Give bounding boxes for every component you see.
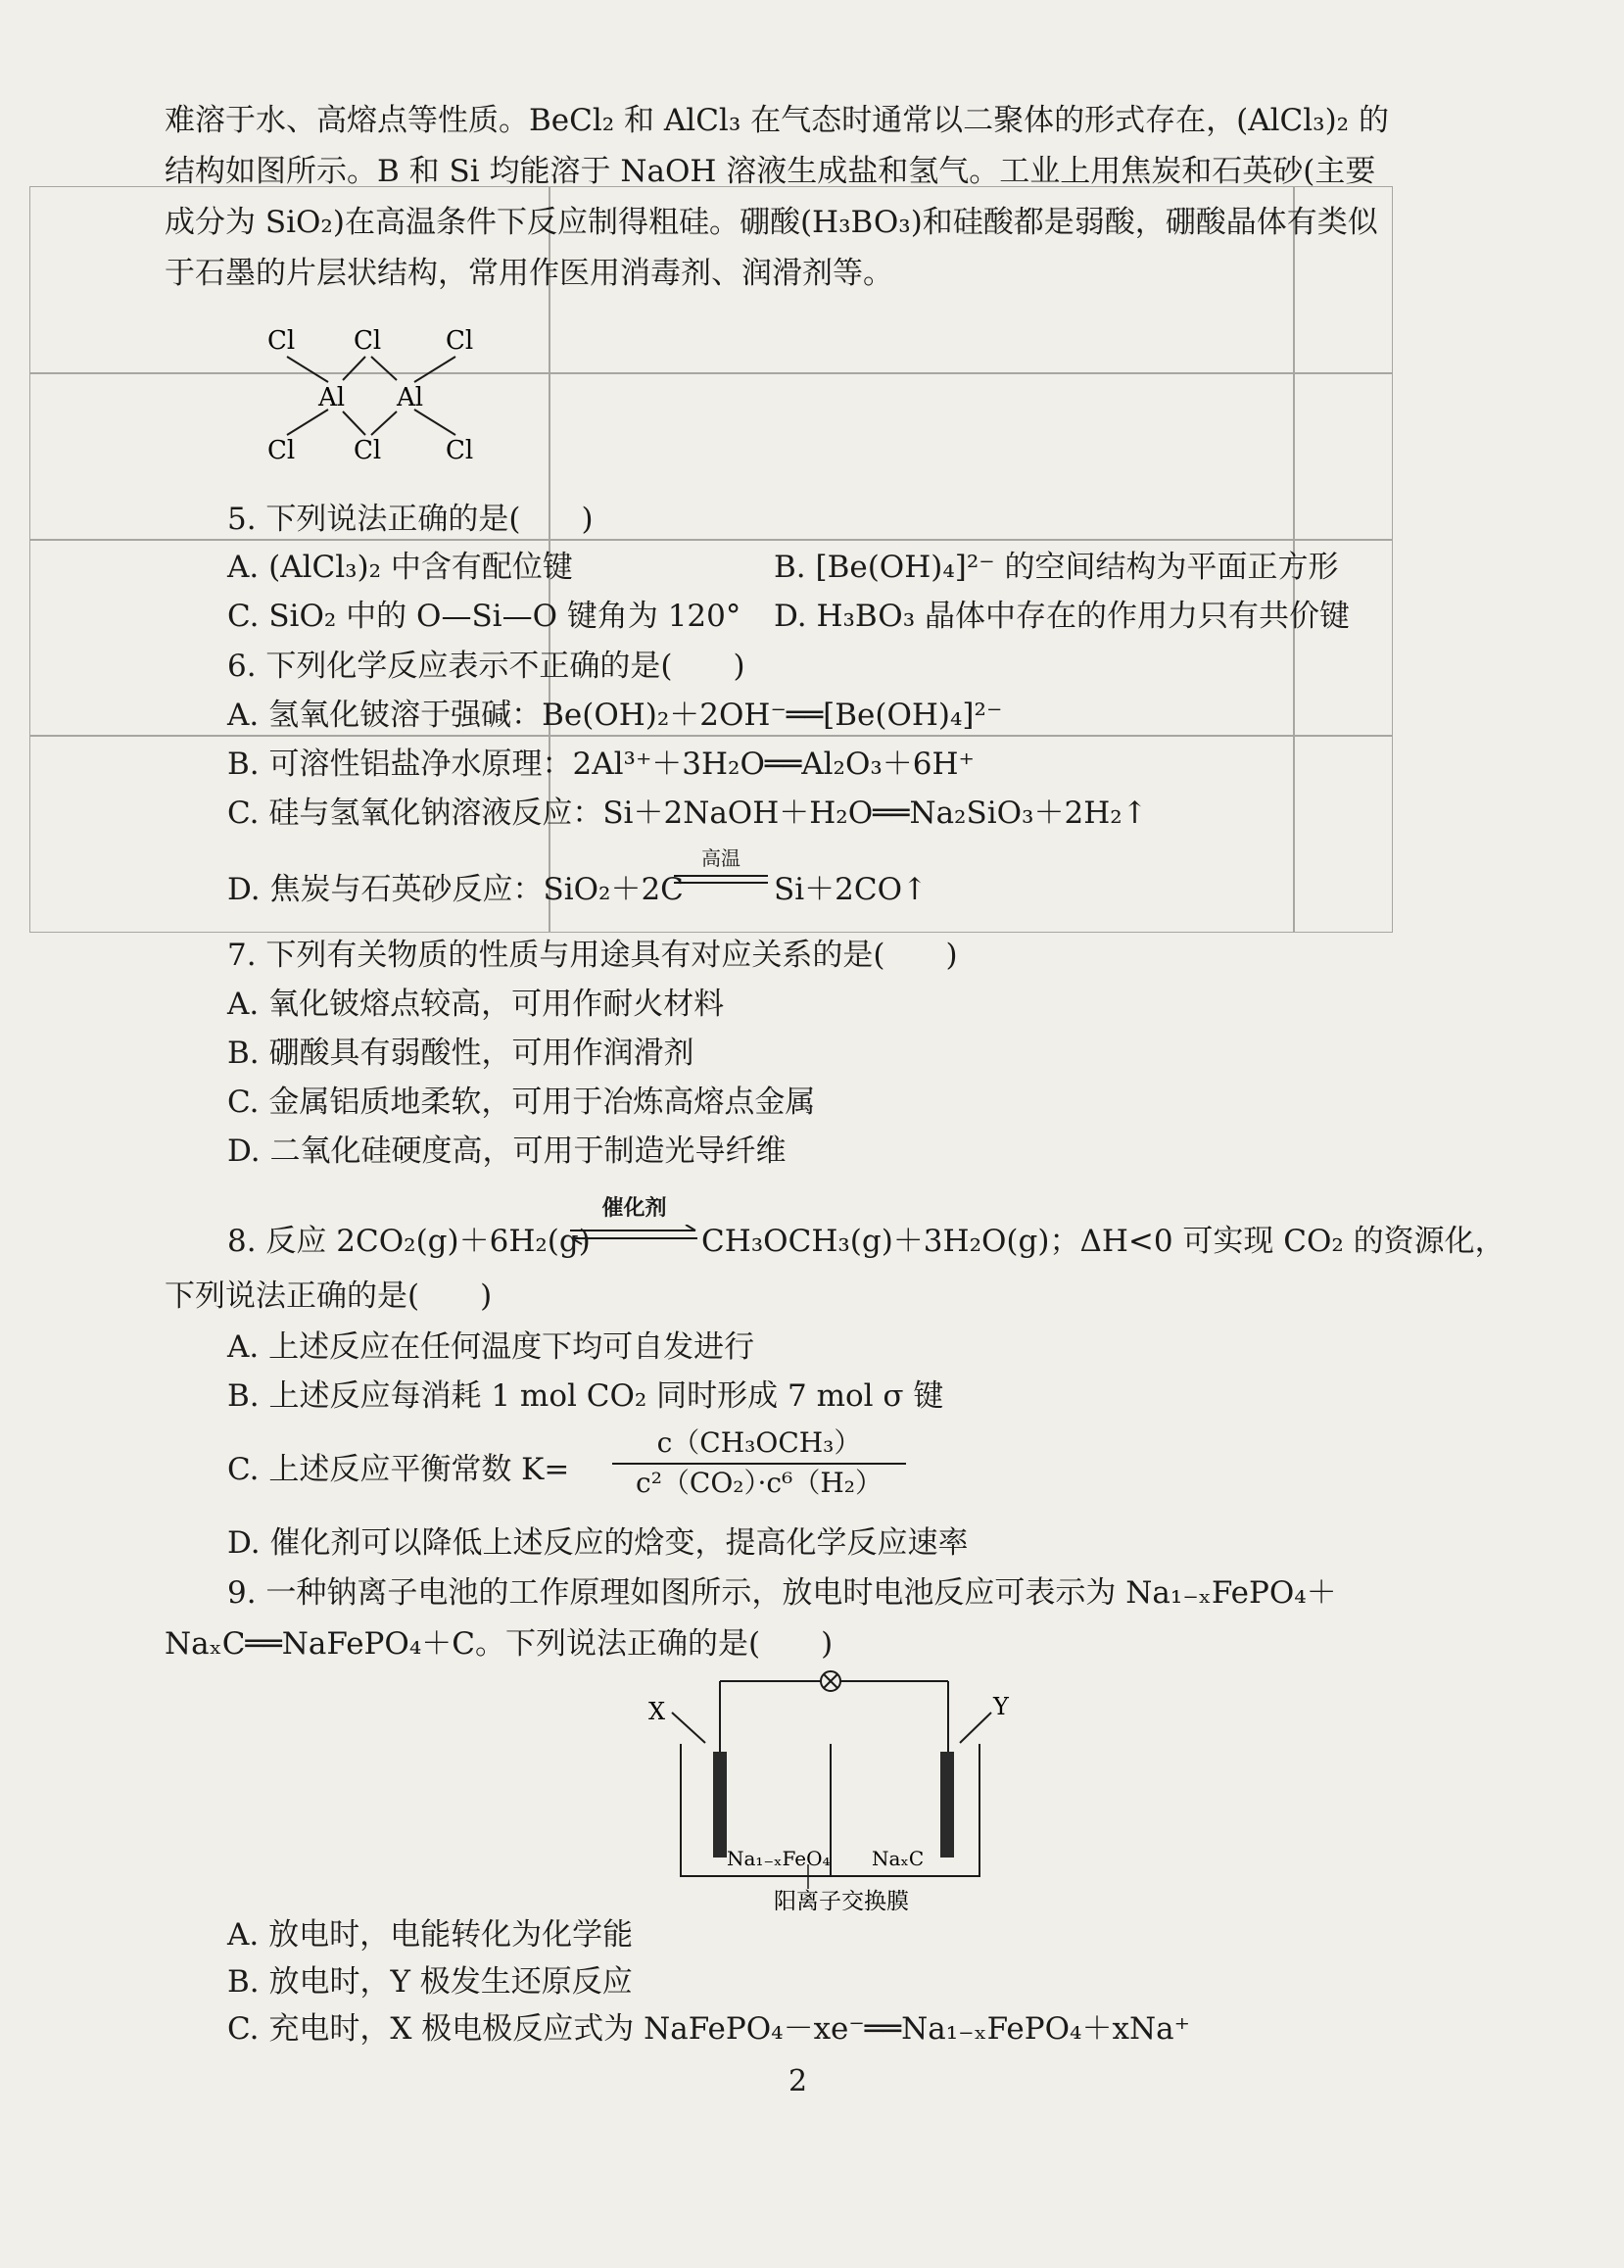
electrode-x [713, 1752, 727, 1858]
q5-option-b: B. [Be(OH)₄]²⁻ 的空间结构为平面正方形 [774, 550, 1339, 585]
y-leader-line [960, 1713, 991, 1743]
atom-al-1: Al [318, 383, 346, 412]
atom-cl-2: Cl [354, 326, 382, 356]
atom-al-2: Al [397, 383, 424, 412]
q8-catalyst-label: 催化剂 [601, 1195, 667, 1221]
q8-stem-prefix: 8. 反应 2CO₂(g)＋6H₂(g) [227, 1224, 591, 1259]
q8-option-a: A. 上述反应在任何温度下均可自发进行 [227, 1329, 755, 1365]
q8-option-c-prefix: C. 上述反应平衡常数 K= [227, 1452, 570, 1487]
q7-option-b: B. 硼酸具有弱酸性，可用作润滑剂 [227, 1036, 694, 1071]
intro-line-1: 难溶于水、高熔点等性质。BeCl₂ 和 AlCl₃ 在气态时通常以二聚体的形式存在，(AlCl₃)₂ 的 [165, 103, 1389, 138]
q8-c-numerator: c（CH₃OCH₃） [656, 1426, 862, 1459]
q8-reversible-arrow [570, 1225, 697, 1246]
q6-option-b: B. 可溶性铝盐净水原理：2Al³⁺＋3H₂O══Al₂O₃＋6H⁺ [227, 747, 975, 782]
q5-option-d: D. H₃BO₃ 晶体中存在的作用力只有共价键 [774, 599, 1350, 634]
q9-stem-line-1: 9. 一种钠离子电池的工作原理如图所示，放电时电池反应可表示为 Na₁₋ₓFePO₄＋ [227, 1575, 1337, 1611]
battery-diagram [637, 1665, 1028, 1910]
atom-cl-1: Cl [267, 326, 296, 356]
label-right-electrolyte: NaₓC [872, 1847, 925, 1870]
label-membrane: 阳离子交换膜 [774, 1889, 909, 1910]
q8-option-b: B. 上述反应每消耗 1 mol CO₂ 同时形成 7 mol σ 键 [227, 1378, 944, 1414]
q8-stem-suffix: CH₃OCH₃(g)＋3H₂O(g)；ΔH<0 可实现 CO₂ 的资源化， [701, 1224, 1505, 1259]
atom-cl-5: Cl [354, 436, 382, 465]
label-x: X [648, 1698, 666, 1725]
q8-stem-line-2: 下列说法正确的是( ) [165, 1279, 493, 1314]
q6-option-d-prefix: D. 焦炭与石英砂反应：SiO₂＋2C [227, 872, 684, 907]
electrode-y [940, 1752, 954, 1858]
q9-option-b: B. 放电时，Y 极发生还原反应 [227, 1964, 633, 2000]
q8-c-fraction-bar [612, 1463, 906, 1465]
atom-cl-3: Cl [446, 326, 474, 356]
q6-d-condition: 高温 [701, 846, 740, 870]
al2cl6-structure [250, 312, 544, 468]
q6-option-a: A. 氢氧化铍溶于强碱：Be(OH)₂＋2OH⁻══[Be(OH)₄]²⁻ [227, 698, 1003, 733]
atom-cl-6: Cl [446, 436, 474, 465]
atom-cl-4: Cl [267, 436, 296, 465]
intro-line-3: 成分为 SiO₂)在高温条件下反应制得粗硅。硼酸(H₃BO₃)和硅酸都是弱酸，硼酸晶体有类似 [165, 205, 1378, 240]
intro-line-4: 于石墨的片层状结构，常用作医用消毒剂、润滑剂等。 [165, 256, 893, 291]
x-leader-line [672, 1713, 705, 1743]
q6-option-c: C. 硅与氢氧化钠溶液反应：Si＋2NaOH＋H₂O══Na₂SiO₃＋2H₂↑ [227, 796, 1148, 831]
label-y: Y [993, 1693, 1009, 1720]
q7-option-a: A. 氧化铍熔点较高，可用作耐火材料 [227, 987, 725, 1022]
q6-option-d-suffix: Si＋2CO↑ [774, 872, 928, 907]
q9-option-a: A. 放电时，电能转化为化学能 [227, 1917, 634, 1953]
structure-bonds [287, 357, 455, 435]
q9-stem-line-2: NaₓC══NaFePO₄＋C。下列说法正确的是( ) [165, 1626, 834, 1662]
intro-line-2: 结构如图所示。B 和 Si 均能溶于 NaOH 溶液生成盐和氢气。工业上用焦炭和石英砂(主要 [165, 154, 1376, 189]
q8-c-denominator: c²（CO₂）·c⁶（H₂） [636, 1467, 883, 1499]
q5-stem: 5. 下列说法正确的是( ) [227, 502, 594, 537]
q7-option-d: D. 二氧化硅硬度高，可用于制造光导纤维 [227, 1134, 787, 1169]
q5-option-a: A. (AlCl₃)₂ 中含有配位键 [227, 550, 573, 585]
q8-option-d: D. 催化剂可以降低上述反应的焓变，提高化学反应速率 [227, 1525, 969, 1561]
page-number: 2 [788, 2064, 808, 2099]
q6-stem: 6. 下列化学反应表示不正确的是( ) [227, 649, 745, 684]
q5-option-c: C. SiO₂ 中的 O—Si—O 键角为 120° [227, 599, 741, 634]
q6-d-equals-arrow [674, 873, 768, 887]
label-left-electrolyte: Na₁₋ₓFeO₄ [727, 1847, 831, 1870]
q7-option-c: C. 金属铝质地柔软，可用于冶炼高熔点金属 [227, 1085, 816, 1120]
q7-stem: 7. 下列有关物质的性质与用途具有对应关系的是( ) [227, 938, 958, 973]
q9-option-c: C. 充电时，X 极电极反应式为 NaFePO₄－xe⁻══Na₁₋ₓFePO₄＋xNa⁺ [227, 2011, 1190, 2047]
